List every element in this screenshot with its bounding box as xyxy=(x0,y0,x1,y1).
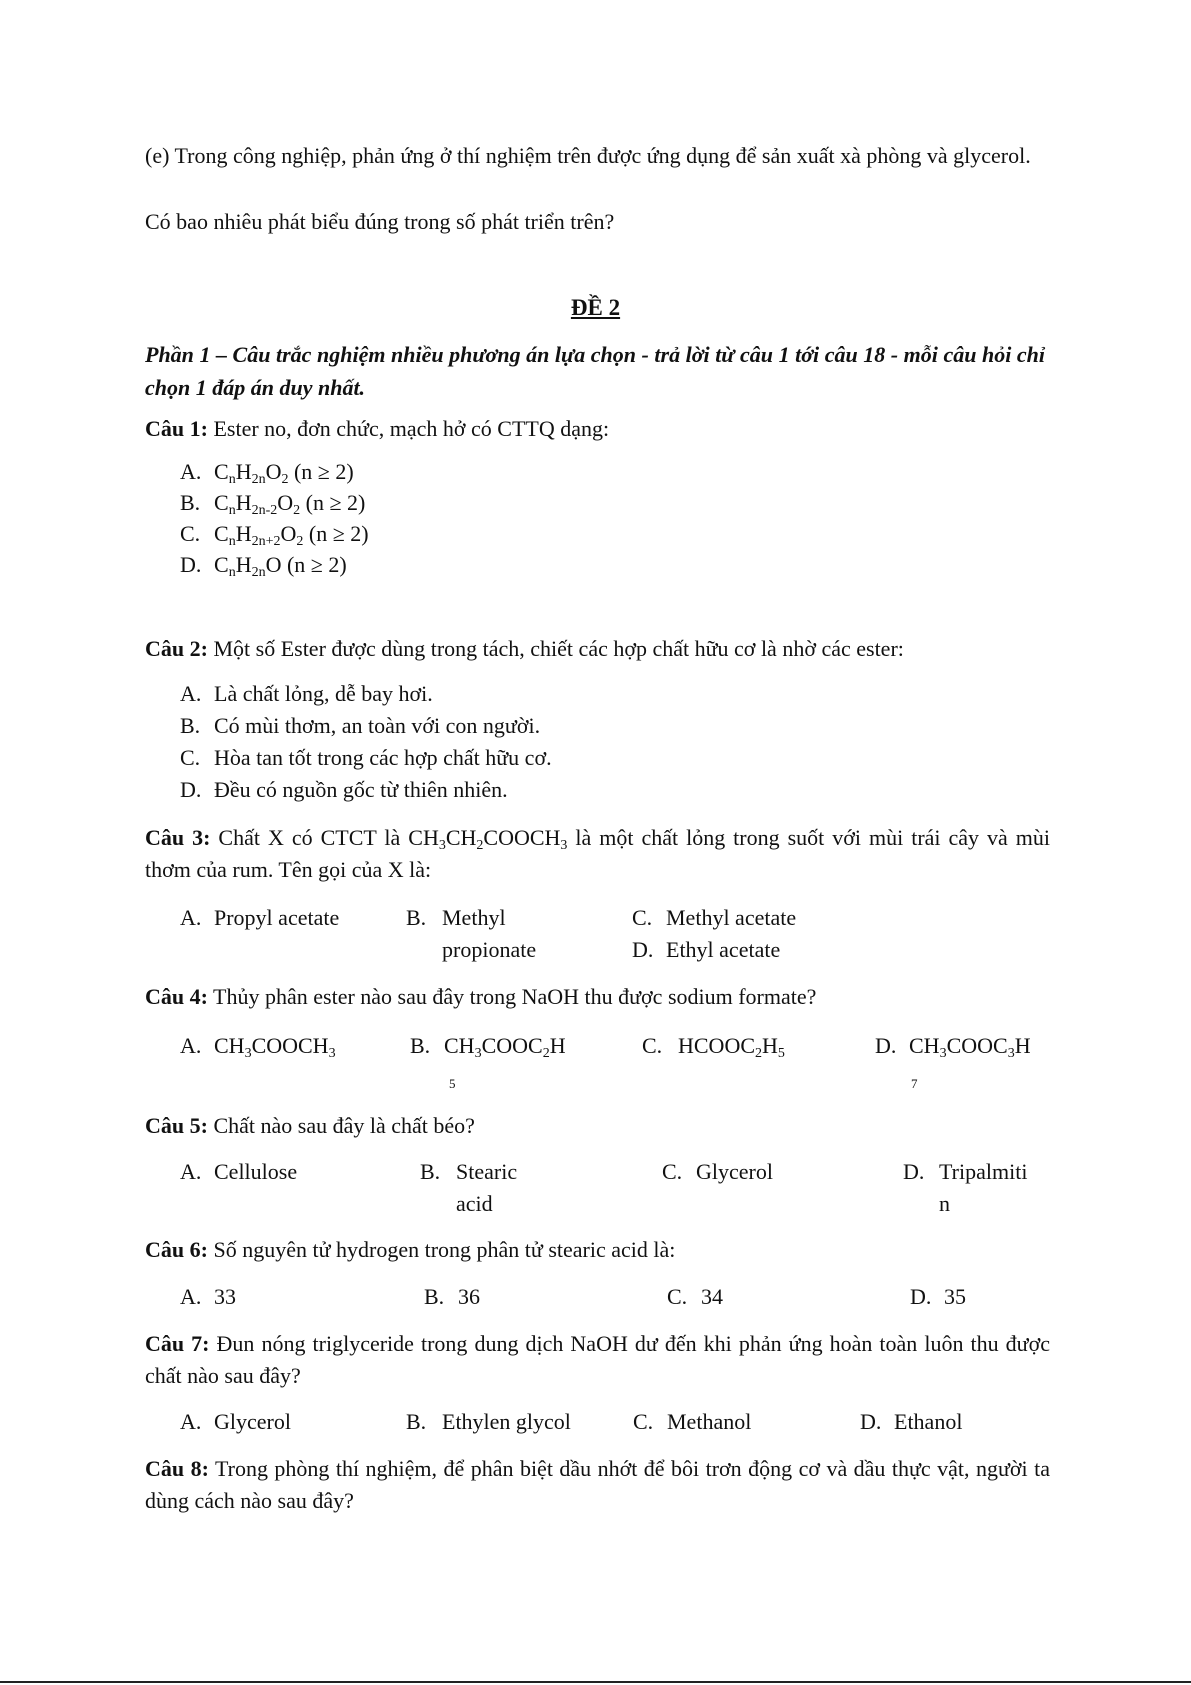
question-label: Câu 3: xyxy=(145,825,211,850)
q4-option-a[interactable]: A. $CH_3COOCH_3$ xyxy=(180,1033,336,1061)
q1-option-b[interactable]: B. $C_nH_{2n-2}O_2$ (n ≥ 2) xyxy=(180,490,366,518)
q4-b-wrapped-subscript: 5 xyxy=(449,1076,456,1091)
question-text: Trong phòng thí nghiệm, để phân biệt dầu nhớt để bôi trơn động cơ và dầu thực vật, người ta dùng cách nào sau đây? xyxy=(145,1456,1050,1513)
q4-option-c[interactable]: C. $HCOOC_2H_5$ xyxy=(642,1033,785,1061)
question-text: Một số Ester được dùng trong tách, chiết các hợp chất hữu cơ là nhờ các ester: xyxy=(207,636,904,661)
q4-option-d[interactable]: D. $CH_3COOC_3H$ xyxy=(875,1033,1031,1061)
q4-option-b[interactable]: B. $CH_3COOC_2H$ xyxy=(410,1033,566,1061)
statement-e: (e) Trong công nghiệp, phản ứng ở thí nghiệm trên được ứng dụng để sản xuất xà phòng và glycerol. xyxy=(145,143,1031,168)
q2-option-c[interactable]: C. Hòa tan tốt trong các hợp chất hữu cơ. xyxy=(180,745,552,770)
q1-option-a[interactable]: A. $C_nH_{2n}O_2$ (n ≥ 2) xyxy=(180,459,354,487)
q2-option-d[interactable]: D. Đều có nguồn gốc từ thiên nhiên. xyxy=(180,777,508,802)
q6-option-a[interactable]: A. 33 xyxy=(180,1284,236,1309)
page-bottom-rule xyxy=(0,1681,1191,1683)
question-1 xyxy=(145,413,1050,445)
q5-option-d[interactable]: D. Tripalmiti n xyxy=(903,1159,1028,1216)
q3-option-c[interactable]: C. Methyl acetate xyxy=(632,905,797,930)
q5-option-c[interactable]: C. Glycerol xyxy=(662,1159,773,1184)
formula: $CH_3CH_2COOCH_3$ xyxy=(408,825,568,853)
question-8 xyxy=(145,1453,1050,1517)
q6-option-c[interactable]: C. 34 xyxy=(667,1284,723,1309)
question-5 xyxy=(145,1110,1050,1142)
question-text: Đun nóng triglyceride trong dung dịch NaOH dư đến khi phản ứng hoàn toàn luôn thu được chất nào sau đây? xyxy=(145,1331,1050,1388)
question-label: Câu 6: xyxy=(145,1237,208,1262)
q7-option-d[interactable]: D. Ethanol xyxy=(860,1409,963,1434)
q3-option-b[interactable]: B. Methyl propionate xyxy=(406,905,537,962)
question-label: Câu 2: xyxy=(145,636,208,661)
q4-d-wrapped-subscript: 7 xyxy=(911,1076,918,1091)
question-label: Câu 4: xyxy=(145,984,208,1009)
question-3: Câu 3: Chất X có CTCT là $CH_3CH_2COOCH_3$ là một chất lỏng trong suốt với mùi trái cây và mùi thơm của rum. Tên gọi của X là: xyxy=(145,825,1050,882)
question-text: Số nguyên tử hydrogen trong phân tử stearic acid là: xyxy=(207,1237,676,1262)
question-4 xyxy=(145,981,1050,1013)
q5-option-b[interactable]: B. Stearic acid xyxy=(420,1159,518,1216)
section-title: ĐỀ 2 xyxy=(570,295,621,320)
q7-option-b[interactable]: B. Ethylen glycol xyxy=(406,1409,571,1434)
q5-option-a[interactable]: A. Cellulose xyxy=(180,1159,298,1184)
q1-option-d[interactable]: D. $C_nH_{2n}O$ (n ≥ 2) xyxy=(180,552,347,580)
question-6 xyxy=(145,1234,1050,1266)
intro-question: Có bao nhiêu phát biểu đúng trong số phát triển trên? xyxy=(145,209,615,234)
question-2 xyxy=(145,633,1050,665)
question-7 xyxy=(145,1328,1050,1392)
q7-option-c[interactable]: C. Methanol xyxy=(633,1409,752,1434)
part-title: Phần 1 – Câu trắc nghiệm nhiều phương án lựa chọn - trả lời từ câu 1 tới câu 18 - mỗi câu hỏi chỉ chọn 1 đáp án duy nhất. xyxy=(145,342,1045,400)
question-label: Câu 8: xyxy=(145,1456,209,1481)
q7-option-a[interactable]: A. Glycerol xyxy=(180,1409,291,1434)
q6-option-d[interactable]: D. 35 xyxy=(910,1284,966,1309)
q1-option-c[interactable]: C. $C_nH_{2n+2}O_2$ (n ≥ 2) xyxy=(180,521,369,549)
question-text: Ester no, đơn chức, mạch hở có CTTQ dạng: xyxy=(207,416,610,441)
q3-option-a[interactable]: A. Propyl acetate xyxy=(180,905,340,930)
q6-option-b[interactable]: B. 36 xyxy=(424,1284,480,1309)
question-text: Chất nào sau đây là chất béo? xyxy=(207,1113,475,1138)
question-label: Câu 7: xyxy=(145,1331,210,1356)
question-text: Thủy phân ester nào sau đây trong NaOH thu được sodium formate? xyxy=(207,984,817,1009)
q3-option-d[interactable]: D. Ethyl acetate xyxy=(632,937,781,962)
question-label: Câu 1: xyxy=(145,416,208,441)
question-label: Câu 5: xyxy=(145,1113,208,1138)
q2-option-b[interactable]: B. Có mùi thơm, an toàn với con người. xyxy=(180,713,541,738)
q2-option-a[interactable]: A. Là chất lỏng, dễ bay hơi. xyxy=(180,681,433,706)
